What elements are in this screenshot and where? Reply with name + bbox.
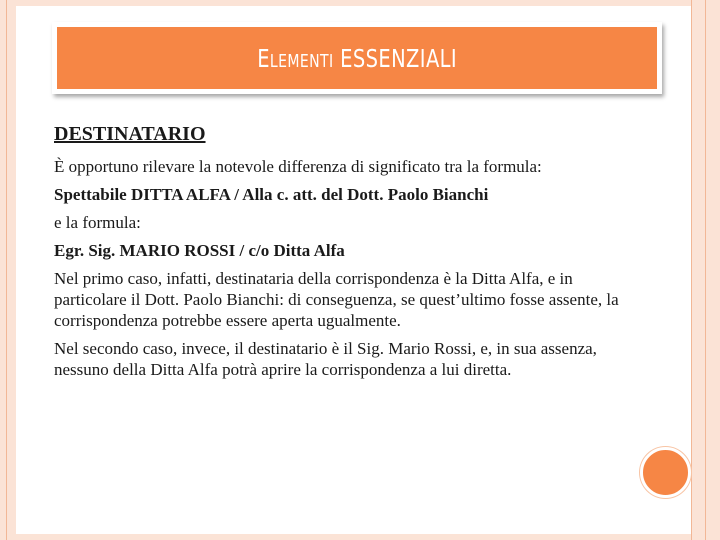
left-border-decoration <box>0 0 16 540</box>
paragraph-intro: È opportuno rilevare la notevole differenza di significato tra la formula: <box>54 157 542 176</box>
title-bar <box>52 22 662 94</box>
slide-title-part2: ESSENZIALI <box>339 43 457 73</box>
slide-content <box>54 122 644 387</box>
title-background <box>57 27 657 89</box>
paragraph-connector: e la formula: <box>54 213 141 232</box>
bottom-border-decoration <box>16 534 691 540</box>
paragraph-first-case: Nel primo caso, infatti, destinataria della corrispondenza è la Ditta Alfa, e in particolare il Dott. Paolo Bianchi: di conseguenza, se quest’ultimo fosse assente, la corrispondenza potrebbe essere aperta ugualmente. <box>54 269 619 330</box>
top-border-decoration <box>16 0 691 6</box>
paragraph-second-case: Nel secondo caso, invece, il destinatario è il Sig. Mario Rossi, e, in sua assenza, nessuno della Ditta Alfa potrà aprire la corrispondenza a lui diretta. <box>54 339 597 379</box>
slide-title <box>257 44 457 73</box>
slide-title-part1: Elementi <box>257 43 334 73</box>
section-heading: DESTINATARIO <box>54 123 206 145</box>
formula-1: Spettabile DITTA ALFA / Alla c. att. del Dott. Paolo Bianchi <box>54 185 489 204</box>
right-border-decoration <box>691 0 720 540</box>
decorative-circle <box>640 447 691 498</box>
formula-2: Egr. Sig. MARIO ROSSI / c/o Ditta Alfa <box>54 241 345 260</box>
